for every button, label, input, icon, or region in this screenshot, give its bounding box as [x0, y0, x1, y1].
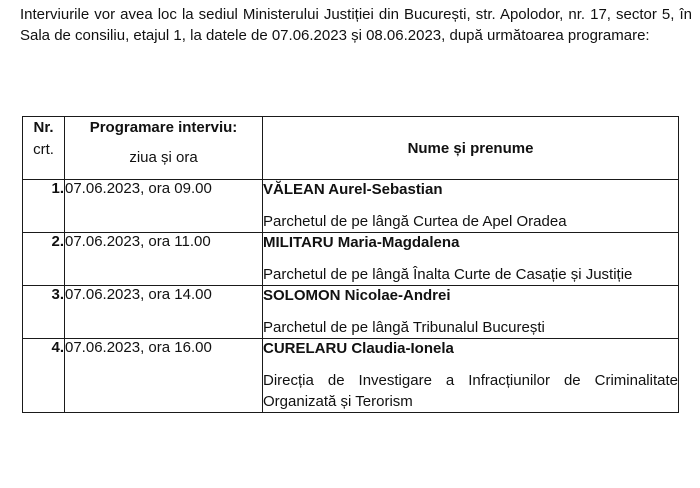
row-date: 07.06.2023, ora 09.00	[65, 180, 263, 233]
row-number: 2.	[23, 233, 65, 286]
row-candidate	[263, 233, 679, 286]
table-row	[23, 180, 679, 233]
candidate-institution: Parchetul de pe lângă Curtea de Apel Oradea	[263, 213, 567, 230]
row-date: 07.06.2023, ora 11.00	[65, 233, 263, 286]
header-schedule-line1: Programare interviu:	[89, 119, 238, 136]
candidate-name: CURELARU Claudia-Ionela	[263, 340, 454, 357]
header-nr-line1: Nr.	[33, 119, 54, 136]
candidate-institution: Parchetul de pe lângă Înalta Curte de Casație și Justiție	[263, 266, 633, 283]
candidate-name: VĂLEAN Aurel-Sebastian	[263, 181, 443, 198]
header-nr-crt	[23, 117, 65, 180]
table-header-row	[23, 117, 679, 180]
row-date: 07.06.2023, ora 16.00	[65, 339, 263, 413]
header-schedule-line2: ziua și ora	[129, 149, 198, 166]
candidate-institution: Parchetul de pe lângă Tribunalul București	[263, 319, 545, 336]
header-name: Nume și prenume	[263, 117, 679, 180]
intro-paragraph: Interviurile vor avea loc la sediul Ministerului Justiției din București, str. Apolodor, nr. 17, sector 5, în Sala de consiliu, etajul 1, la datele de 07.06.2023 și 08.06.2023, după următoarea programare:	[20, 6, 692, 44]
row-candidate	[263, 339, 679, 413]
table-row	[23, 286, 679, 339]
row-number: 3.	[23, 286, 65, 339]
table-row	[23, 339, 679, 413]
row-number: 4.	[23, 339, 65, 413]
interview-schedule-table	[22, 116, 679, 413]
row-date: 07.06.2023, ora 14.00	[65, 286, 263, 339]
candidate-institution: Direcția de Investigare a Infracțiunilor de Criminalitate Organizată și Terorism	[263, 372, 678, 410]
candidate-name: SOLOMON Nicolae-Andrei	[263, 287, 451, 304]
header-nr-line2: crt.	[33, 141, 54, 158]
row-number: 1.	[23, 180, 65, 233]
table-row	[23, 233, 679, 286]
row-candidate	[263, 286, 679, 339]
row-candidate	[263, 180, 679, 233]
candidate-name: MILITARU Maria-Magdalena	[263, 234, 460, 251]
header-schedule	[65, 117, 263, 180]
